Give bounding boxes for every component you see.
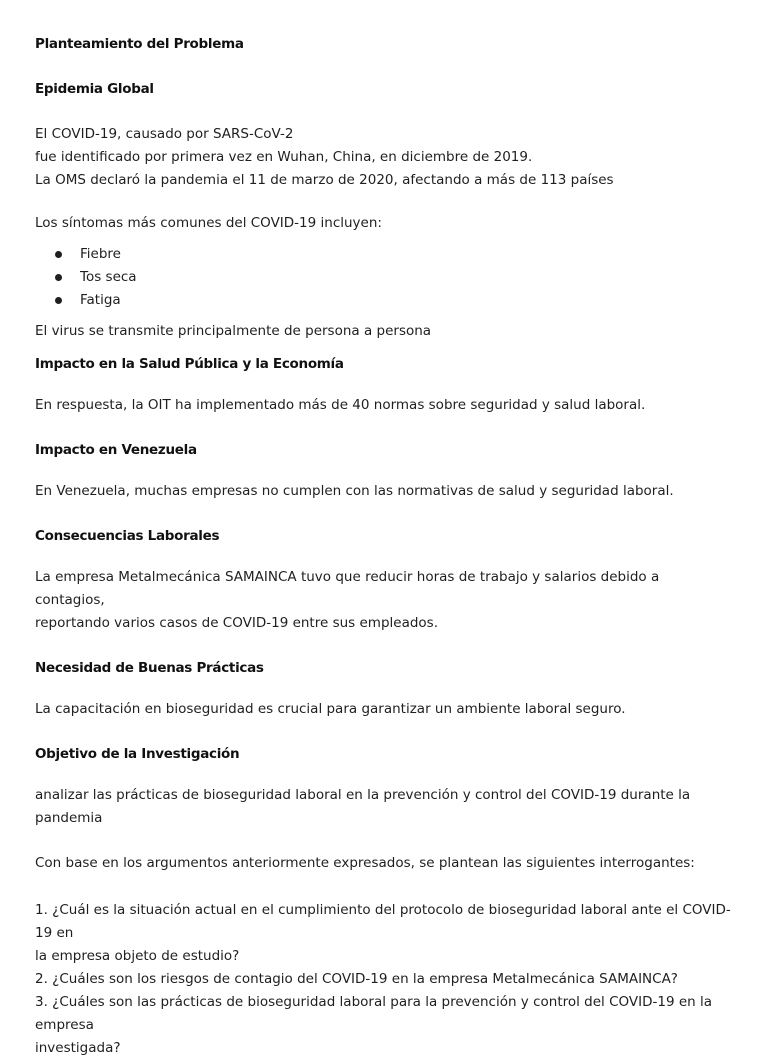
symptoms-intro: Los síntomas más comunes del COVID-19 incluyen: bbox=[35, 215, 382, 231]
symptom-label: Fiebre bbox=[80, 246, 121, 262]
necesidad-text: La capacitación en bioseguridad es crucial para garantizar un ambiente laboral seguro. bbox=[35, 701, 626, 717]
epidemia-line-3: La OMS declaró la pandemia el 11 de marzo de 2020, afectando a más de 113 países bbox=[35, 172, 614, 188]
bullet-icon bbox=[55, 251, 62, 258]
transmission-text: El virus se transmite principalmente de persona a persona bbox=[35, 323, 432, 339]
question-line-1: 1. ¿Cuál es la situación actual en el cumplimiento del protocolo de bioseguridad laboral ante el COVID-19 en bbox=[35, 902, 731, 941]
consecuencias-line-1: La empresa Metalmecánica SAMAINCA tuvo que reducir horas de trabajo y salarios debido a contagios, bbox=[35, 569, 660, 608]
consecuencias-line-2: reportando varios casos de COVID-19 entre sus empleados. bbox=[35, 615, 439, 631]
impacto-salud-text: En respuesta, la OIT ha implementado más de 40 normas sobre seguridad y salud laboral. bbox=[35, 397, 646, 413]
list-item bbox=[55, 289, 733, 312]
symptom-label: Tos seca bbox=[80, 269, 137, 285]
epidemia-line-1: El COVID-19, causado por SARS-CoV-2 bbox=[35, 126, 294, 142]
section-heading-necesidad: Necesidad de Buenas Prácticas bbox=[35, 660, 264, 676]
page-title: Planteamiento del Problema bbox=[35, 36, 244, 52]
question-line-4: 3. ¿Cuáles son las prácticas de bioseguridad laboral para la prevención y control del COVID-19 en la empresa bbox=[35, 994, 713, 1033]
question-line-5: investigada? bbox=[35, 1040, 121, 1056]
section-heading-epidemia: Epidemia Global bbox=[35, 81, 154, 97]
symptoms-list bbox=[35, 243, 733, 312]
section-heading-consecuencias: Consecuencias Laborales bbox=[35, 528, 220, 544]
objetivo-text: analizar las prácticas de bioseguridad laboral en la prevención y control del COVID-19 durante la pandemia bbox=[35, 787, 691, 826]
section-heading-objetivo: Objetivo de la Investigación bbox=[35, 746, 240, 762]
impacto-venezuela-text: En Venezuela, muchas empresas no cumplen con las normativas de salud y seguridad laboral. bbox=[35, 483, 674, 499]
list-item bbox=[55, 266, 733, 289]
section-heading-impacto-venezuela: Impacto en Venezuela bbox=[35, 442, 197, 458]
questions-intro: Con base en los argumentos anteriormente expresados, se plantean las siguientes interrogantes: bbox=[35, 855, 695, 871]
question-line-3: 2. ¿Cuáles son los riesgos de contagio del COVID-19 en la empresa Metalmecánica SAMAINCA? bbox=[35, 971, 678, 987]
section-heading-impacto-salud: Impacto en la Salud Pública y la Economía bbox=[35, 356, 344, 372]
list-item bbox=[55, 243, 733, 266]
bullet-icon bbox=[55, 297, 62, 304]
symptom-label: Fatiga bbox=[80, 292, 121, 308]
question-line-2: la empresa objeto de estudio? bbox=[35, 948, 240, 964]
bullet-icon bbox=[55, 274, 62, 281]
epidemia-line-2: fue identificado por primera vez en Wuhan, China, en diciembre de 2019. bbox=[35, 149, 533, 165]
